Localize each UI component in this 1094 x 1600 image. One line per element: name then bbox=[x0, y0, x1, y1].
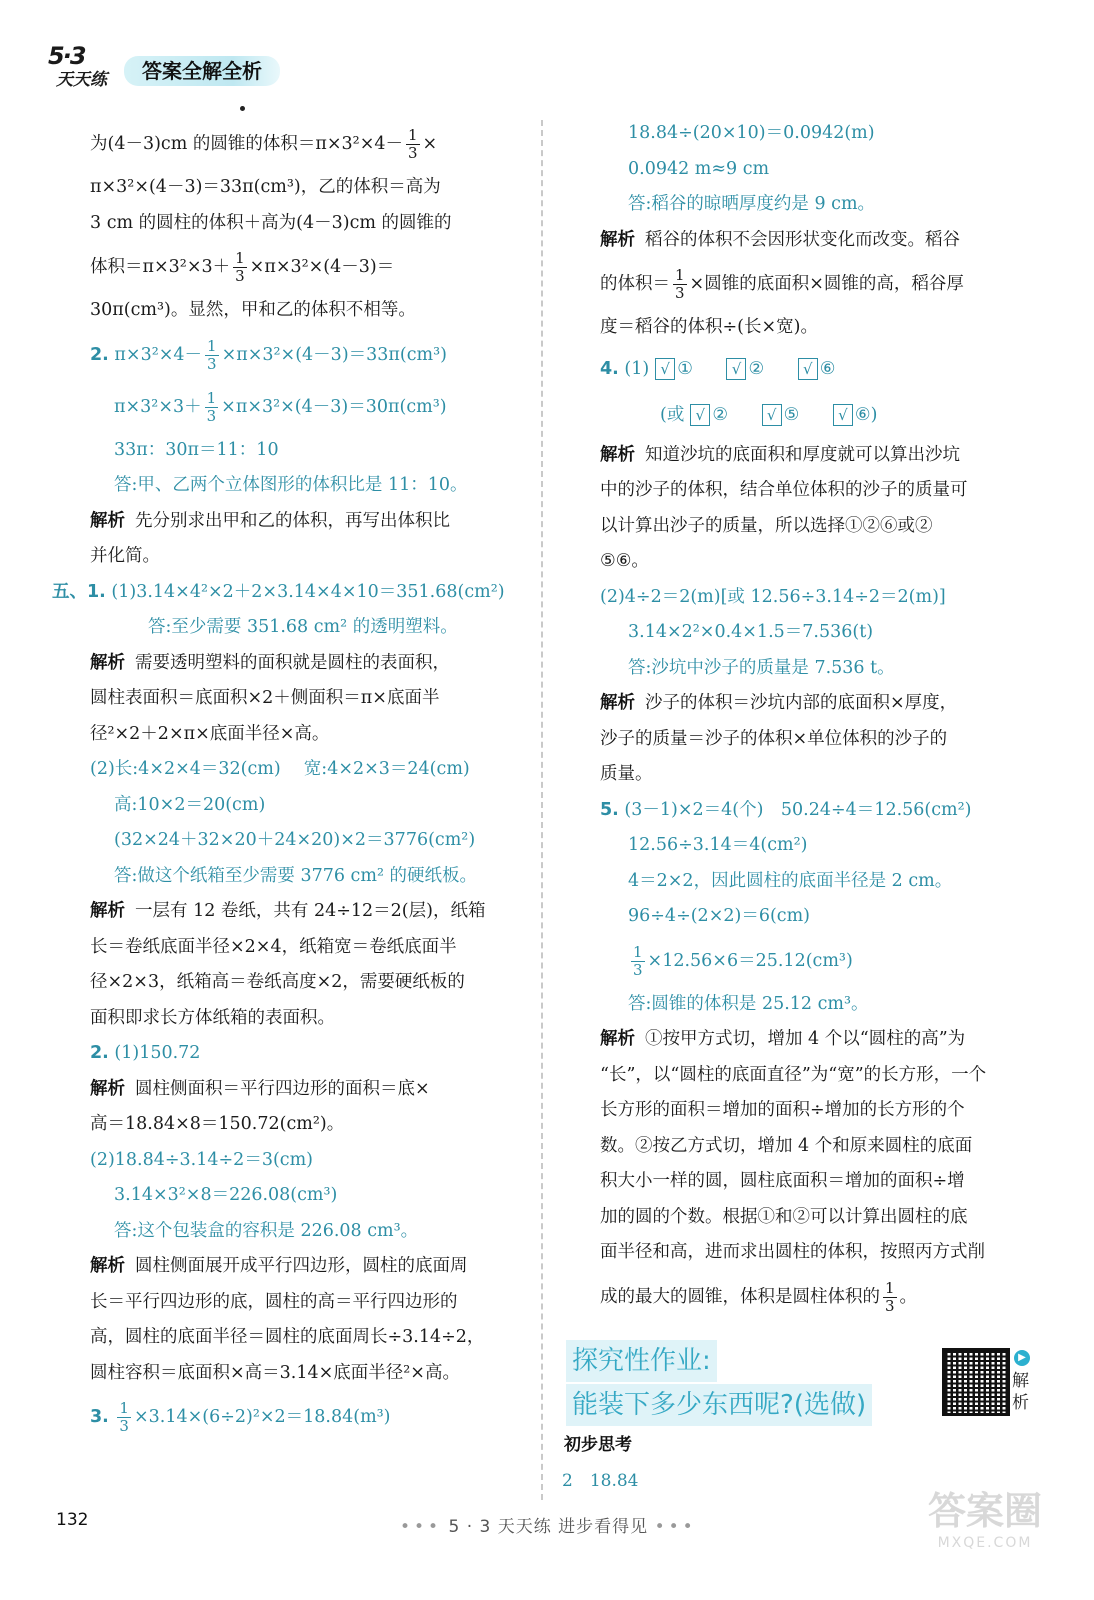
answer-line: 96÷4÷(2×2)＝6(cm) bbox=[628, 906, 810, 926]
text: (3－1)×2＝4(个) 50.24÷4＝12.56(cm²) bbox=[624, 799, 972, 820]
text: 成的最大的圆锥，体积是圆柱体积的 bbox=[600, 1286, 880, 1307]
text: ×3.14×(6÷2)²×2＝18.84(m³) bbox=[133, 1407, 391, 1427]
text: 一层有 12 卷纸，共有 24÷12＝2(层)，纸箱 bbox=[135, 901, 486, 921]
analysis-label: 解析 bbox=[90, 1256, 125, 1276]
answer-line bbox=[600, 346, 1040, 392]
text: (1)150.72 bbox=[114, 1043, 201, 1063]
option: ⑥) bbox=[854, 404, 878, 425]
slogan-text: 5 · 3 天天练 进步看得见 bbox=[448, 1517, 649, 1537]
analysis-line bbox=[52, 1249, 530, 1285]
analysis-line: 面半径和高，进而求出圆柱的体积，按照丙方式削 bbox=[600, 1242, 985, 1262]
watermark-text: 答案圈 bbox=[927, 1489, 1042, 1533]
qr-code-icon[interactable] bbox=[942, 1348, 1010, 1416]
analysis-line: 圆柱容积＝底面积×高＝3.14×底面半径²×高。 bbox=[90, 1362, 460, 1383]
denominator: 3 bbox=[675, 284, 685, 302]
answer-line: 答:这个包装盒的容积是 226.08 cm³。 bbox=[114, 1220, 419, 1241]
numerator: 1 bbox=[119, 1399, 129, 1417]
analysis-label: 解析 bbox=[90, 901, 125, 921]
fraction bbox=[883, 1280, 897, 1315]
checkbox-icon: √ bbox=[655, 358, 675, 380]
denominator: 3 bbox=[206, 406, 217, 425]
footer-dots: ••• bbox=[400, 1517, 443, 1537]
header-title: 答案全解全析 bbox=[124, 56, 280, 86]
answer-line: 答:至少需要 351.68 cm² 的透明塑料。 bbox=[148, 617, 458, 637]
text: 为(4－3)cm 的圆锥的体积＝π×3²×4－ bbox=[90, 134, 403, 154]
text: 先分别求出甲和乙的体积，再写出体积比 bbox=[135, 510, 450, 531]
fraction bbox=[631, 944, 645, 979]
answer-line bbox=[600, 935, 1040, 987]
analysis-line bbox=[600, 686, 1040, 722]
fraction bbox=[117, 1400, 131, 1435]
answer-line: 答:圆锥的体积是 25.12 cm³。 bbox=[628, 993, 869, 1014]
checkbox-icon: √ bbox=[690, 404, 710, 426]
analysis-line bbox=[600, 438, 1040, 474]
analysis-line: 质量。 bbox=[600, 764, 653, 784]
numerator: 1 bbox=[408, 126, 418, 144]
page-number: 132 bbox=[56, 1510, 89, 1530]
text: ×圆锥的底面积×圆锥的高，稻谷厚 bbox=[689, 274, 964, 294]
answer-line bbox=[52, 575, 530, 611]
analysis-line: 积大小一样的圆，圆柱底面积＝增加的面积÷增 bbox=[600, 1171, 965, 1191]
analysis-label: 解析 bbox=[90, 1078, 125, 1099]
analysis-label: 解析 bbox=[600, 444, 635, 465]
analysis-line: 加的圆的个数。根据①和②可以计算出圆柱的底 bbox=[600, 1206, 968, 1227]
text: ×12.56×6＝25.12(cm³) bbox=[647, 950, 853, 971]
denominator: 3 bbox=[207, 354, 217, 373]
analysis-line: 长＝卷纸底面半径×2×4，纸箱宽＝卷纸底面半 bbox=[90, 936, 457, 957]
fraction bbox=[673, 267, 687, 302]
denominator: 3 bbox=[633, 960, 643, 979]
option: ⑥ bbox=[819, 358, 836, 379]
option: ⑤ bbox=[783, 404, 800, 425]
exploration-banner bbox=[566, 1340, 916, 1426]
analysis-line: 圆柱表面积＝底面积×2＋侧面积＝π×底面半 bbox=[90, 688, 440, 708]
question-number: 2. bbox=[90, 344, 109, 365]
answer-line: 3.14×2²×0.4×1.5＝7.536(t) bbox=[628, 622, 874, 642]
answer-line: 答:甲、乙两个立体图形的体积比是 11：10。 bbox=[114, 475, 468, 495]
page-header bbox=[48, 44, 448, 94]
analysis-label: 解析 bbox=[90, 510, 125, 531]
text: (1)3.14×4²×2＋2×3.14×4×10＝351.68(cm²) bbox=[111, 581, 505, 602]
option: ② bbox=[748, 358, 765, 379]
analysis-label: 解析 bbox=[90, 652, 125, 673]
footer-dots: ••• bbox=[654, 1517, 697, 1537]
left-column bbox=[52, 118, 530, 1443]
text-line bbox=[52, 118, 530, 170]
analysis-line: “长”，以“圆柱的底面直径”为“宽”的长方形，一个 bbox=[600, 1064, 987, 1085]
text-line: 30π(cm³)。显然，甲和乙的体积不相等。 bbox=[90, 300, 416, 320]
footer-slogan bbox=[400, 1512, 697, 1537]
answer-line: 答:沙坑中沙子的质量是 7.536 t。 bbox=[628, 657, 895, 678]
analysis-line: 长＝平行四边形的底，圆柱的高＝平行四边形的 bbox=[90, 1291, 458, 1312]
analysis-line: 长方形的面积＝增加的面积÷增加的长方形的个 bbox=[600, 1100, 965, 1120]
qr-label: 解析 bbox=[1012, 1371, 1029, 1413]
analysis-line: 数。②按乙方式切，增加 4 个和原来圆柱的底面 bbox=[600, 1135, 973, 1156]
section-number: 五、1. bbox=[52, 581, 106, 602]
text: (1) bbox=[624, 358, 650, 379]
analysis-line: 径×2×3，纸箱高＝卷纸高度×2，需要硬纸板的 bbox=[90, 972, 465, 992]
denominator: 3 bbox=[119, 1417, 129, 1435]
analysis-label: 解析 bbox=[600, 229, 635, 250]
analysis-line bbox=[600, 223, 1040, 259]
analysis-line: 并化简。 bbox=[90, 546, 160, 566]
text-line: π×3²×(4－3)＝33π(cm³)，乙的体积＝高为 bbox=[90, 177, 441, 197]
text: 稻谷的体积不会因形状变化而改变。稻谷 bbox=[645, 229, 960, 250]
text: ×π×3²×(4－3)＝ bbox=[249, 257, 395, 277]
analysis-line: 度＝稻谷的体积÷(长×宽)。 bbox=[600, 317, 818, 337]
answer-line bbox=[52, 1391, 530, 1443]
numerator: 1 bbox=[206, 388, 217, 407]
analysis-line: 中的沙子的体积，结合单位体积的沙子的质量可 bbox=[600, 480, 968, 500]
text: 的体积＝ bbox=[600, 274, 670, 294]
analysis-line bbox=[52, 894, 530, 930]
analysis-label: 解析 bbox=[600, 1029, 635, 1049]
analysis-line bbox=[52, 504, 530, 540]
text: 圆柱侧面积＝平行四边形的面积＝底× bbox=[135, 1078, 430, 1099]
analysis-line: ⑤⑥。 bbox=[600, 551, 649, 571]
numerator: 1 bbox=[885, 1278, 895, 1297]
text: 。 bbox=[899, 1286, 918, 1307]
column-divider bbox=[541, 120, 543, 1500]
option: ① bbox=[677, 358, 693, 379]
checkbox-icon: √ bbox=[833, 404, 853, 426]
analysis-line bbox=[600, 1022, 1040, 1058]
answer-line: 33π：30π＝11：10 bbox=[114, 439, 279, 460]
fraction bbox=[205, 338, 219, 373]
denominator: 3 bbox=[408, 144, 418, 162]
answer-line: 12.56÷3.14＝4(cm²) bbox=[628, 835, 808, 855]
text: 沙子的体积＝沙坑内部的底面积×厚度， bbox=[645, 693, 958, 713]
text-line: 3 cm 的圆柱的体积＋高为(4－3)cm 的圆锥的 bbox=[90, 212, 452, 233]
answer-line bbox=[52, 381, 530, 433]
analysis-line: 面积即求长方体纸箱的表面积。 bbox=[90, 1007, 335, 1028]
answer-line: 高:10×2＝20(cm) bbox=[114, 794, 266, 815]
fraction bbox=[233, 250, 247, 285]
text: ①按甲方式切，增加 4 个以“圆柱的高”为 bbox=[645, 1029, 966, 1049]
answer-line: 答:稻谷的晾晒厚度约是 9 cm。 bbox=[628, 194, 876, 214]
text: ×π×3²×(4－3)＝30π(cm³) bbox=[221, 396, 447, 417]
answer-line: (2)4÷2＝2(m)[或 12.56÷3.14÷2＝2(m)] bbox=[600, 586, 946, 607]
answer-line: 0.0942 m≈9 cm bbox=[628, 158, 770, 179]
analysis-line: 沙子的质量＝沙子的体积×单位体积的沙子的 bbox=[600, 728, 948, 749]
question-number: 3. bbox=[90, 1407, 109, 1427]
analysis-line bbox=[52, 646, 530, 682]
answer-line: (2)18.84÷3.14÷2＝3(cm) bbox=[90, 1149, 313, 1170]
answer-line: 答:做这个纸箱至少需要 3776 cm² 的硬纸板。 bbox=[114, 865, 478, 886]
numerator: 1 bbox=[675, 266, 685, 284]
text-line bbox=[52, 241, 530, 293]
denominator: 3 bbox=[235, 267, 245, 285]
decor-dot bbox=[240, 106, 245, 111]
analysis-line bbox=[52, 1072, 530, 1108]
text: × bbox=[422, 134, 438, 154]
answer-line bbox=[52, 1036, 530, 1072]
answer-line bbox=[600, 392, 1040, 438]
analysis-label: 解析 bbox=[600, 693, 635, 713]
checkbox-icon: √ bbox=[726, 358, 746, 380]
watermark-url: MXQE.COM bbox=[937, 1535, 1033, 1551]
text: 知道沙坑的底面积和厚度就可以算出沙坑 bbox=[645, 444, 960, 465]
text: 圆柱侧面展开成平行四边形，圆柱的底面周 bbox=[135, 1256, 468, 1276]
answer-line: 18.84÷(20×10)＝0.0942(m) bbox=[628, 123, 875, 143]
answer-line: (2)长:4×2×4＝32(cm) 宽:4×2×3＝24(cm) bbox=[90, 759, 470, 779]
analysis-line bbox=[600, 258, 1040, 310]
think-answer: 2 18.84 bbox=[562, 1471, 639, 1491]
checkbox-icon: √ bbox=[762, 404, 782, 426]
text: 体积＝π×3²×3＋ bbox=[90, 257, 231, 277]
fraction bbox=[205, 390, 219, 425]
question-number: 4. bbox=[600, 358, 619, 379]
exploration-title: 探究性作业: bbox=[566, 1340, 717, 1382]
analysis-line: 高＝18.84×8＝150.72(cm²)。 bbox=[90, 1114, 345, 1134]
question-number: 2. bbox=[90, 1043, 109, 1063]
play-icon[interactable]: ▶ bbox=[1014, 1350, 1030, 1366]
exploration-subtitle: 能装下多少东西呢?(选做) bbox=[566, 1384, 872, 1426]
analysis-line: 高，圆柱的底面半径＝圆柱的底面周长÷3.14÷2， bbox=[90, 1327, 485, 1347]
fraction bbox=[406, 127, 420, 162]
answer-line: 3.14×3²×8＝226.08(cm³) bbox=[114, 1185, 338, 1205]
text: (或 bbox=[660, 404, 685, 425]
text: π×3²×3＋ bbox=[114, 396, 202, 417]
analysis-line: 以计算出沙子的质量，所以选择①②⑥或② bbox=[600, 515, 933, 536]
logo-top: 5·3 bbox=[48, 42, 85, 70]
text: π×3²×4－ bbox=[114, 344, 203, 365]
analysis-line bbox=[600, 1271, 1040, 1323]
answer-line bbox=[52, 329, 530, 381]
watermark bbox=[900, 1488, 1070, 1568]
answer-line bbox=[600, 793, 1040, 829]
numerator: 1 bbox=[633, 942, 643, 961]
think-heading: 初步思考 bbox=[564, 1435, 632, 1455]
numerator: 1 bbox=[235, 249, 245, 267]
question-number: 5. bbox=[600, 799, 619, 820]
analysis-line: 径²×2＋2×π×底面半径×高。 bbox=[90, 723, 330, 744]
denominator: 3 bbox=[885, 1296, 895, 1315]
text: 需要透明塑料的面积就是圆柱的表面积， bbox=[135, 652, 450, 673]
answer-line: 4＝2×2，因此圆柱的底面半径是 2 cm。 bbox=[628, 870, 953, 891]
numerator: 1 bbox=[207, 336, 217, 355]
brand-logo bbox=[48, 44, 120, 92]
logo-bottom: 天天练 bbox=[56, 70, 107, 90]
checkbox-icon: √ bbox=[798, 358, 818, 380]
answer-line: (32×24＋32×20＋24×20)×2＝3776(cm²) bbox=[114, 830, 476, 850]
option: ② bbox=[712, 404, 729, 425]
right-column bbox=[600, 116, 1040, 1323]
text: ×π×3²×(4－3)＝33π(cm³) bbox=[221, 344, 447, 365]
